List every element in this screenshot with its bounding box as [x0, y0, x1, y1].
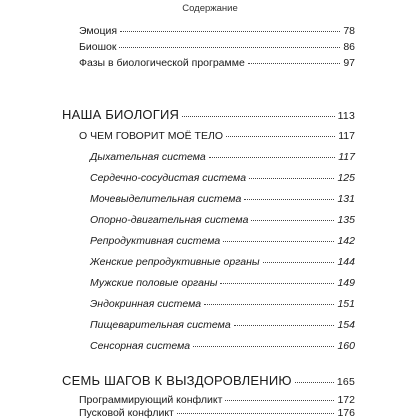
toc-subentry-page: 135	[337, 214, 355, 226]
toc-subentry[interactable]	[90, 277, 355, 289]
toc-subentry-label: Сердечно-сосудистая система	[90, 172, 247, 184]
toc-part-label: СЕМЬ ШАГОВ К ВЫЗДОРОВЛЕНИЮ	[62, 373, 292, 388]
toc-subentry[interactable]	[90, 235, 355, 247]
toc-entry-label: Пусковой конфликт	[79, 407, 174, 419]
toc-part-heading[interactable]	[62, 107, 355, 122]
toc-entry-label: Фазы в биологической программе	[79, 57, 245, 69]
toc-entry-page: 176	[337, 407, 355, 419]
leader-dots	[249, 178, 334, 179]
leader-dots	[177, 413, 335, 414]
leader-dots	[263, 262, 335, 263]
toc-part-page: 165	[336, 376, 355, 388]
toc-part-page: 113	[337, 110, 355, 122]
leader-dots	[223, 241, 334, 242]
toc-entry-label: Программирующий конфликт	[79, 394, 223, 406]
leader-dots	[209, 157, 335, 158]
toc-entry-page: 97	[343, 57, 355, 69]
toc-chapter-page: 117	[338, 130, 355, 142]
leader-dots	[204, 304, 334, 305]
toc-subentry[interactable]	[90, 172, 355, 184]
toc-chapter-heading[interactable]	[79, 130, 355, 142]
leader-dots	[220, 283, 334, 284]
toc-subentry-page: 144	[337, 256, 355, 268]
toc-entry-page: 78	[343, 25, 355, 37]
toc-subentry-label: Пищеварительная система	[90, 319, 231, 331]
toc-entry[interactable]	[79, 407, 355, 419]
toc-entry-label: Биошок	[79, 41, 117, 53]
toc-entry-page: 172	[337, 394, 355, 406]
toc-chapter-label: О ЧЕМ ГОВОРИТ МОЁ ТЕЛО	[79, 130, 224, 142]
toc-subentry-label: Мочевыделительная система	[90, 193, 242, 205]
toc-subentry-page: 154	[337, 319, 355, 331]
leader-dots	[234, 325, 335, 326]
toc-entry[interactable]	[79, 57, 355, 69]
toc-subentry-page: 125	[337, 172, 355, 184]
toc-subentry-page: 160	[337, 340, 355, 352]
leader-dots	[193, 346, 334, 347]
leader-dots	[120, 31, 340, 32]
toc-subentry[interactable]	[90, 214, 355, 226]
toc-entry[interactable]	[79, 25, 355, 37]
toc-subentry-page: 117	[338, 151, 355, 163]
toc-subentry-label: Эндокринная система	[90, 298, 202, 310]
leader-dots	[225, 400, 334, 401]
toc-part-label: НАША БИОЛОГИЯ	[62, 107, 180, 122]
toc-entry-label: Эмоция	[79, 25, 118, 37]
leader-dots	[226, 136, 335, 137]
toc-subentry[interactable]	[90, 151, 355, 163]
toc-subentry-label: Опорно-двигательная система	[90, 214, 249, 226]
toc-subentry-label: Дыхательная система	[90, 151, 206, 163]
toc-entry[interactable]	[79, 41, 355, 53]
toc-subentry[interactable]	[90, 298, 355, 310]
toc-subentry-label: Мужские половые органы	[90, 277, 218, 289]
leader-dots	[244, 199, 334, 200]
leader-dots	[248, 63, 341, 64]
leader-dots	[295, 382, 334, 383]
toc-subentry-label: Сенсорная система	[90, 340, 191, 352]
toc-subentry-page: 142	[337, 235, 355, 247]
toc-entry-page: 86	[343, 41, 355, 53]
leader-dots	[119, 47, 340, 48]
leader-dots	[182, 116, 335, 117]
toc-subentry-label: Репродуктивная система	[90, 235, 221, 247]
toc-part-heading[interactable]	[62, 373, 355, 388]
toc-subentry-page: 149	[337, 277, 355, 289]
toc-subentry[interactable]	[90, 340, 355, 352]
running-header: Содержание	[182, 3, 238, 14]
toc-subentry[interactable]	[90, 319, 355, 331]
toc-subentry-page: 131	[337, 193, 355, 205]
toc-entry[interactable]	[79, 394, 355, 406]
toc-subentry-label: Женские репродуктивные органы	[90, 256, 260, 268]
toc-subentry-page: 151	[337, 298, 355, 310]
toc-subentry[interactable]	[90, 256, 355, 268]
leader-dots	[251, 220, 334, 221]
toc-subentry[interactable]	[90, 193, 355, 205]
